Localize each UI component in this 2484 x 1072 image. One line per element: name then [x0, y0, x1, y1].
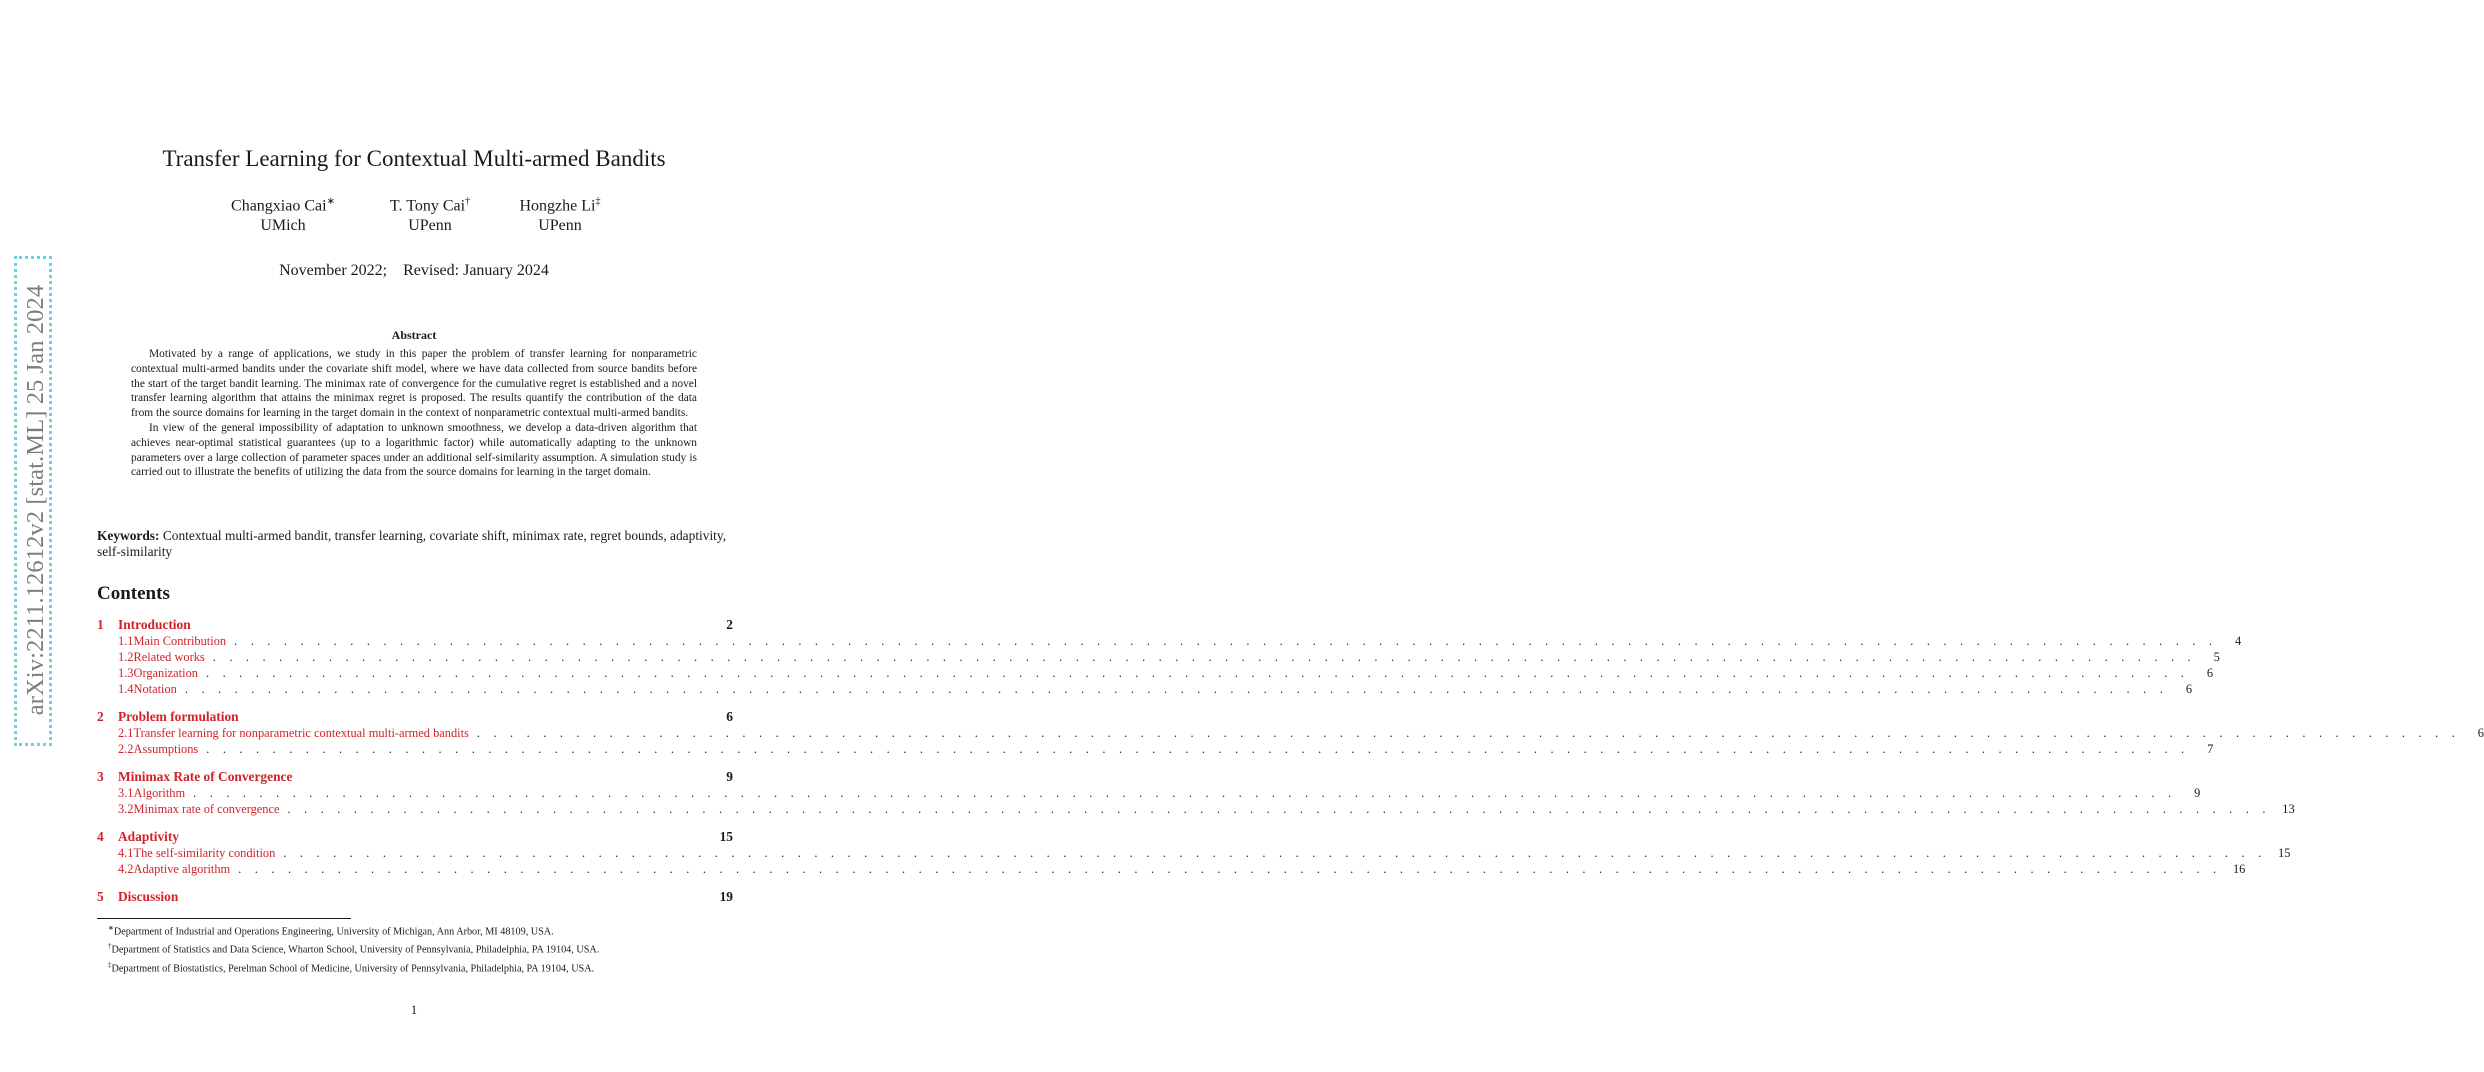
- toc-page-number: 16: [2232, 862, 2246, 876]
- contents-heading: Contents: [97, 583, 170, 604]
- footnote-text: Department of Biostatistics, Perelman School of Medicine, University of Pennsylvania, Philadelphia, PA 19104, USA.: [111, 963, 595, 975]
- toc-subsection-link[interactable]: Algorithm: [133, 786, 186, 800]
- toc-section-link[interactable]: Discussion: [118, 889, 179, 904]
- toc-dot-leader: . . . . . . . . . . . . . . . . . . . . . . . . . . . . . . . . . . . . . . . . . . . . . . . . . . . . . . . . . . . . . . . . . . . . . . . . . . . . . . . . . . . . . . . . . . . . . . . . . . . . . . . . . . . . . . . . . . . . . . . .: [193, 786, 2177, 800]
- author-affiliation: UMich: [260, 217, 306, 235]
- arxiv-identifier[interactable]: arXiv:2211.12612v2 [stat.ML] 25 Jan 2024: [22, 284, 49, 716]
- toc-subsection-link[interactable]: Related works: [133, 650, 205, 664]
- toc-subsection-number[interactable]: 1.3: [118, 666, 134, 680]
- toc-section-link[interactable]: Problem formulation: [118, 709, 239, 724]
- toc-section-entry[interactable]: [97, 829, 733, 846]
- toc-page-number: 6: [726, 709, 733, 724]
- toc-section-number[interactable]: 4: [97, 829, 104, 844]
- toc-subsection-entry[interactable]: [97, 634, 2242, 650]
- table-of-contents: [97, 617, 2484, 917]
- keywords-label: Keywords:: [97, 528, 160, 543]
- toc-page-number: 6: [2185, 682, 2193, 696]
- toc-page-number: 19: [719, 889, 733, 904]
- footnote-mark: ∗: [108, 924, 114, 932]
- toc-section-number[interactable]: 1: [97, 617, 104, 632]
- toc-page-number: 4: [2235, 634, 2242, 648]
- toc-subsection-link[interactable]: Adaptive algorithm: [133, 862, 231, 876]
- paper-date: November 2022; Revised: January 2024: [279, 262, 549, 279]
- toc-subsection-link[interactable]: Main Contribution: [133, 634, 227, 648]
- toc-subsection-entry[interactable]: [97, 786, 2201, 802]
- toc-subsection-number[interactable]: 1.1: [118, 634, 134, 648]
- author-block: [370, 192, 490, 236]
- toc-subsection-number[interactable]: 2.2: [118, 742, 134, 756]
- toc-section-entry[interactable]: [97, 769, 733, 786]
- abstract-paragraph: Motivated by a range of applications, we study in this paper the problem of transfer learning for nonparametric contextual multi-armed bandits under the covariate shift model, where we have data collected from source bandits before the start of the target bandit learning. The minimax rate of convergence for the cumulative regret is established and a novel transfer learning algorithm that attains the minimax regret is proposed. The results quantify the contribution of the data from the source domains for learning in the target domain in the context of nonparametric contextual multi-armed bandits.: [131, 348, 697, 420]
- toc-subsection-entry[interactable]: [97, 742, 2214, 758]
- author-name: Hongzhe Li: [519, 197, 596, 215]
- toc-subsection-link[interactable]: Notation: [133, 682, 177, 696]
- toc-section-entry[interactable]: [97, 617, 733, 634]
- toc-subsection-number[interactable]: 1.2: [118, 650, 134, 664]
- author-block: [505, 192, 615, 236]
- toc-dot-leader: . . . . . . . . . . . . . . . . . . . . . . . . . . . . . . . . . . . . . . . . . . . . . . . . . . . . . . . . . . . . . . . . . . . . . . . . . . . . . . . . . . . . . . . . . . . . . . . . . . . . . . . . . . . . . . . . . . . . . . . .: [184, 682, 2169, 696]
- toc-subsection-entry[interactable]: [97, 862, 2246, 878]
- toc-section-number[interactable]: 3: [97, 769, 104, 784]
- author-name: T. Tony Cai: [389, 197, 466, 215]
- toc-subsection-entry[interactable]: [97, 682, 2193, 698]
- footnote-mark: ‡: [108, 960, 112, 969]
- toc-page-number: 13: [2282, 802, 2295, 816]
- toc-page-number: 9: [726, 769, 733, 784]
- toc-dot-leader: . . . . . . . . . . . . . . . . . . . . . . . . . . . . . . . . . . . . . . . . . . . . . . . . . . . . . . . . . . . . . . . . . . . . . . . . . . . . . . . . . . . . . . . . . . . . . . . . . . . . . . . . . . . . . . . . . . . . . . . .: [287, 802, 2271, 816]
- paper-title: Transfer Learning for Contextual Multi-armed Bandits: [162, 146, 666, 171]
- toc-dot-leader: . . . . . . . . . . . . . . . . . . . . . . . . . . . . . . . . . . . . . . . . . . . . . . . . . . . . . . . . . . . . . . . . . . . . . . . . . . . . . . . . . . . . . . . . . . . . . . . . . . . . . . . . . . . . . . . . . . . . . . . .: [234, 634, 2218, 648]
- toc-subsection-number[interactable]: 1.4: [118, 682, 134, 696]
- toc-page-number: 6: [2477, 726, 2484, 740]
- toc-section-link[interactable]: Introduction: [118, 617, 191, 632]
- toc-section-link[interactable]: Adaptivity: [118, 829, 180, 844]
- toc-subsection-link[interactable]: Minimax rate of convergence: [133, 802, 280, 816]
- toc-page-number: 2: [726, 617, 733, 632]
- toc-dot-leader: . . . . . . . . . . . . . . . . . . . . . . . . . . . . . . . . . . . . . . . . . . . . . . . . . . . . . . . . . . . . . . . . . . . . . . . . . . . . . . . . . . . . . . . . . . . . . . . . . . . . . . . . . . . . . . . . . . . . . . . .: [206, 742, 2190, 756]
- abstract-body: [131, 347, 697, 480]
- author-mark[interactable]: ∗: [326, 196, 335, 207]
- toc-page-number: 6: [2206, 666, 2214, 680]
- toc-page-number: 15: [2278, 846, 2291, 860]
- toc-subsection-link[interactable]: The self-similarity condition: [133, 846, 276, 860]
- keywords: [97, 528, 733, 560]
- abstract-heading: Abstract: [391, 328, 437, 342]
- toc-dot-leader: . . . . . . . . . . . . . . . . . . . . . . . . . . . . . . . . . . . . . . . . . . . . . . . . . . . . . . . . . . . . . . . . . . . . . . . . . . . . . . . . . . . . . . . . . . . . . . . . . . . . . . . . . . . . . . . . . . . . . . . .: [238, 862, 2222, 876]
- toc-section-link[interactable]: Minimax Rate of Convergence: [118, 769, 293, 784]
- author-mark[interactable]: †: [465, 196, 471, 207]
- toc-page-number: 15: [719, 829, 733, 844]
- toc-page-number: 9: [2194, 786, 2201, 800]
- toc-page-number: 7: [2207, 742, 2214, 756]
- toc-subsection-entry[interactable]: [97, 846, 2291, 862]
- toc-subsection-entry[interactable]: [97, 802, 2295, 818]
- toc-section: [97, 709, 2484, 758]
- toc-dot-leader: . . . . . . . . . . . . . . . . . . . . . . . . . . . . . . . . . . . . . . . . . . . . . . . . . . . . . . . . . . . . . . . . . . . . . . . . . . . . . . . . . . . . . . . . . . . . . . . . . . . . . . . . . . . . . . . . . . . . . . . .: [476, 726, 2460, 740]
- author-name: Changxiao Cai: [231, 197, 327, 215]
- footnote: [108, 921, 748, 939]
- toc-page-number: 5: [2213, 650, 2220, 664]
- footnote-mark: †: [108, 942, 112, 951]
- keywords-text: Contextual multi-armed bandit, transfer learning, covariate shift, minimax rate, regret bounds, adaptivity, self-similarity: [97, 528, 727, 559]
- toc-subsection-number[interactable]: 3.2: [118, 802, 134, 816]
- toc-subsection-number[interactable]: 2.1: [118, 726, 134, 740]
- author-mark[interactable]: ‡: [595, 196, 601, 207]
- toc-subsection-number[interactable]: 4.1: [118, 846, 134, 860]
- author-block: [218, 192, 348, 236]
- footnote-rule: [97, 918, 351, 919]
- toc-section-entry[interactable]: [97, 889, 733, 906]
- toc-subsection-link[interactable]: Organization: [133, 666, 198, 680]
- toc-section: [97, 769, 2295, 818]
- footnote-text: Department of Statistics and Data Science, Wharton School, University of Pennsylvania, Philadelphia, PA 19104, USA.: [111, 944, 600, 956]
- author-affiliation: UPenn: [538, 217, 582, 235]
- footnotes: [108, 921, 748, 976]
- author-affiliation: UPenn: [408, 217, 452, 235]
- toc-section: [97, 617, 2242, 698]
- toc-section: [97, 889, 733, 906]
- toc-section-number[interactable]: 2: [97, 709, 104, 724]
- toc-section: [97, 829, 2291, 878]
- abstract-paragraph: In view of the general impossibility of adaptation to unknown smoothness, we develop a data-driven algorithm that achieves near-optimal statistical guarantees (up to a logarithmic factor) while automatically adapting to the unknown parameters over a large collection of parameter spaces under an additional self-similarity assumption. A simulation study is carried out to illustrate the benefits of utilizing the data from the source domains for learning in the target domain.: [131, 421, 697, 479]
- toc-dot-leader: . . . . . . . . . . . . . . . . . . . . . . . . . . . . . . . . . . . . . . . . . . . . . . . . . . . . . . . . . . . . . . . . . . . . . . . . . . . . . . . . . . . . . . . . . . . . . . . . . . . . . . . . . . . . . . . . . . . . . . . .: [205, 666, 2190, 680]
- toc-dot-leader: . . . . . . . . . . . . . . . . . . . . . . . . . . . . . . . . . . . . . . . . . . . . . . . . . . . . . . . . . . . . . . . . . . . . . . . . . . . . . . . . . . . . . . . . . . . . . . . . . . . . . . . . . . . . . . . . . . . . . . . .: [212, 650, 2196, 664]
- toc-section-number[interactable]: 5: [97, 889, 104, 904]
- toc-subsection-entry[interactable]: [97, 666, 2214, 682]
- toc-subsection-number[interactable]: 3.1: [118, 786, 134, 800]
- toc-subsection-link[interactable]: Transfer learning for nonparametric contextual multi-armed bandits: [133, 726, 469, 740]
- toc-subsection-link[interactable]: Assumptions: [133, 742, 199, 756]
- toc-section-entry[interactable]: [97, 709, 733, 726]
- page-number: 1: [410, 1003, 418, 1017]
- footnote: [108, 939, 748, 957]
- footnote: [108, 958, 748, 976]
- toc-dot-leader: . . . . . . . . . . . . . . . . . . . . . . . . . . . . . . . . . . . . . . . . . . . . . . . . . . . . . . . . . . . . . . . . . . . . . . . . . . . . . . . . . . . . . . . . . . . . . . . . . . . . . . . . . . . . . . . . . . . . . . . .: [283, 846, 2267, 860]
- toc-subsection-entry[interactable]: [97, 726, 2484, 742]
- toc-subsection-entry[interactable]: [97, 650, 2220, 666]
- footnote-text: Department of Industrial and Operations Engineering, University of Michigan, Ann Arbor, MI 48109, USA.: [113, 926, 554, 938]
- toc-subsection-number[interactable]: 4.2: [118, 862, 134, 876]
